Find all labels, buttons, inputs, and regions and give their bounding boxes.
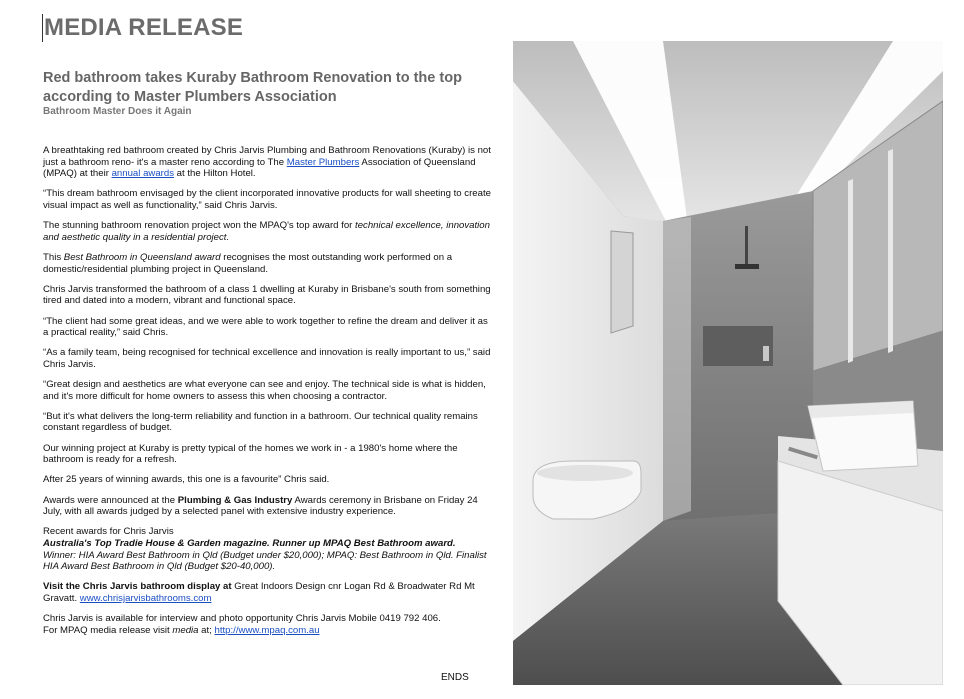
ends-marker: ENDS — [441, 672, 469, 683]
intro-text-c: at the Hilton Hotel. — [174, 168, 256, 180]
annual-awards-link[interactable]: annual awards — [111, 168, 174, 180]
best-bathroom-text-a: This — [43, 251, 64, 263]
headline: Red bathroom takes Kuraby Bathroom Renovation to the top according to Master Plumbers Association — [43, 70, 462, 105]
visit-heading: Visit the Chris Jarvis bathroom display at — [43, 581, 232, 593]
bathroom-photo — [513, 41, 943, 685]
paragraph-top-award — [43, 220, 495, 243]
paragraph-typical-homes: Our winning project at Kuraby is pretty typical of the homes we work in - a 1980's home where the bathroom is ready for a refresh. — [43, 442, 458, 466]
ceremony-text-b: Awards ceremony in Brisbane on Friday 24 July, with all awards judged by a selected panel with extensive industry experience. — [43, 494, 478, 518]
industry-name: Plumbing & Gas Industry — [177, 494, 293, 506]
best-bathroom-award-name: Best Bathroom in Queensland award — [63, 251, 221, 263]
toilet-seat — [537, 465, 633, 481]
paragraph-contact — [43, 613, 495, 636]
mpaq-media: media — [172, 624, 199, 636]
left-mirror — [611, 231, 633, 333]
mirror-divider — [848, 179, 853, 363]
paragraph-family-team: “As a family team, being recognised for technical excellence and innovation is really important to us,” said Chris Jarvis. — [43, 347, 491, 370]
paragraph-best-bathroom — [43, 252, 495, 275]
paragraph-reliability: “But it's what delivers the long-term reliability and function in a bathroom. Our technical quality remains constant regardless of budget. — [43, 410, 478, 434]
master-plumbers-link[interactable]: Master Plumbers — [286, 156, 360, 168]
mirror-divider-2 — [888, 149, 893, 353]
subheadline: Bathroom Master Does it Again — [43, 106, 192, 117]
best-bathroom-text-b: recognises the most outstanding work performed on a domestic/residential plumbing project in Queensland. — [43, 251, 453, 275]
top-award-category: technical excellence, innovation and aesthetic quality in a residential project. — [43, 220, 490, 243]
shower-glass — [663, 217, 691, 521]
awards-list: Winner: HIA Award Best Bathroom in Qld (Budget under $20,000); MPAQ: Best Bathroom in Qld. Finalist HIA Award Best Bathroom in Qld (Budget $20-40,000). — [43, 549, 487, 573]
intro-text-b: Association of Queensland (MPAQ) at their — [43, 156, 476, 180]
contact-line: Chris Jarvis is available for interview and photo opportunity Chris Jarvis Mobile 0419 792 406. — [43, 613, 441, 625]
page-title: MEDIA RELEASE — [44, 14, 244, 41]
mpaq-text-a: For MPAQ media release visit — [43, 624, 173, 636]
paragraph-intro — [43, 145, 495, 180]
wall-niche — [703, 326, 773, 366]
awards-heading: Recent awards for Chris Jarvis — [43, 526, 174, 538]
ceremony-text-a: Awards were announced at the — [43, 494, 178, 506]
mpaq-text-b: at; — [198, 624, 215, 636]
mpaq-website-link[interactable]: http://www.mpaq.com.au — [214, 624, 320, 636]
paragraph-visit-display — [43, 581, 495, 604]
paragraph-recent-awards — [43, 526, 495, 572]
shower-arm — [745, 226, 748, 266]
release-body — [43, 145, 495, 645]
chrisjarvis-website-link[interactable]: www.chrisjarvisbathrooms.com — [79, 592, 212, 604]
niche-bottle — [763, 346, 769, 361]
intro-text-a: A breathtaking red bathroom created by Chris Jarvis Plumbing and Bathroom Renovations (Kuraby) is not just a bathroom reno- it's a master reno according to The — [43, 145, 491, 168]
paragraph-awards-ceremony — [43, 495, 495, 518]
top-award-text: The stunning bathroom renovation project won the MPAQ's top award for — [43, 220, 356, 232]
paragraph-client-quote: “The client had some great ideas, and we were able to work together to refine the dream and deliver it as a practical reality,” said Chris. — [43, 315, 488, 339]
paragraph-transformation: Chris Jarvis transformed the bathroom of a class 1 dwelling at Kuraby in Brisbane's south from something tired and dated into a modern, vibrant and functional space. — [43, 283, 491, 307]
paragraph-design-aesthetics: “Great design and aesthetics are what everyone can see and enjoy. The technical side is what is hidden, and it's more difficult for home owners to assess this when choosing a contractor. — [43, 379, 486, 402]
paragraph-favourite: After 25 years of winning awards, this one is a favourite” Chris said. — [43, 474, 330, 486]
shower-head-icon — [735, 264, 759, 269]
visit-address: Great Indoors Design cnr Logan Rd & Broadwater Rd Mt Gravatt. — [43, 581, 475, 604]
paragraph-dream-quote: “This dream bathroom envisaged by the client incorporated innovative products for wall sheeting to create visual impact as well as functionality,” said Chris Jarvis. — [43, 188, 491, 211]
awards-highlight: Australia's Top Tradie House & Garden magazine. Runner up MPAQ Best Bathroom award. — [43, 537, 456, 549]
bathroom-illustration — [513, 41, 943, 685]
